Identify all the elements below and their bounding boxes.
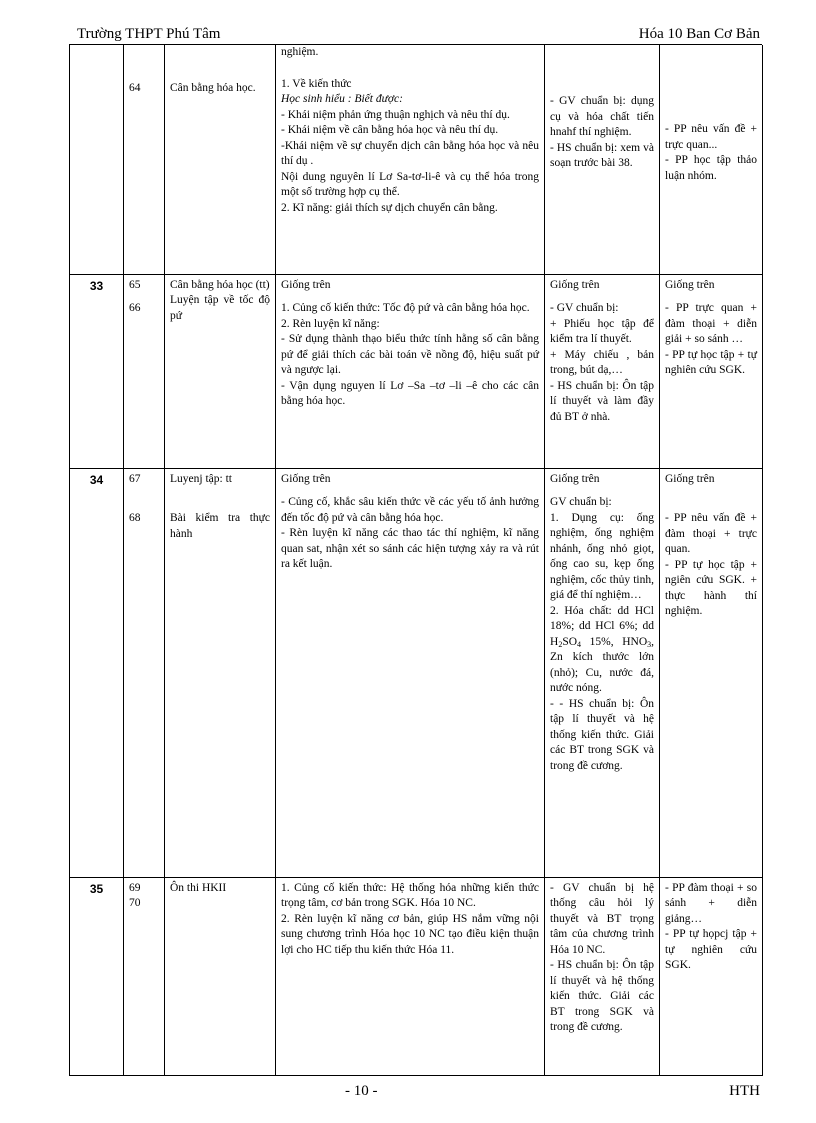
preparation-cell [545, 877, 660, 1076]
methods-cell [660, 274, 763, 468]
prep-line: - HS chuẩn bị: Ôn tập lí thuyết và hệ thống kiến thức. Giải các BT trong SGK và trong đề cương. [550, 959, 654, 1034]
header-school: Trường THPT Phú Tâm [77, 26, 221, 42]
header-subject: Hóa 10 Ban Cơ Bản [638, 26, 760, 42]
lesson-title-cell [165, 468, 276, 877]
subscript: 2 [558, 639, 563, 649]
lesson-title-cell [165, 45, 276, 274]
method-line: - PP tự họpcj tập + tự nghiên cứu SGK. [665, 928, 757, 972]
table-row [70, 877, 763, 1076]
prep-line: - GV chuẩn bị: [550, 302, 619, 315]
lesson-number-cell [124, 45, 165, 274]
table-row [70, 45, 763, 274]
lesson-number-cell [124, 877, 165, 1076]
week-cell: 34 [70, 468, 124, 877]
goals-line: -Khái niệm về sự chuyển dịch cân bằng hóa học và nêu thí dụ . [281, 139, 539, 168]
prep-line: - HS chuẩn bị: Ôn tập lí thuyết và làm đầy đủ BT ở nhà. [550, 379, 654, 423]
goals-line: Nội dung nguyên lí Lơ Sa-tơ-li-ê và cụ thể hóa trong một số trường hợp cụ thể. [281, 170, 539, 199]
week-cell: 35 [70, 877, 124, 1076]
goals-line: 2. Rèn luyện kĩ năng cơ bản, giúp HS nắm vững nội sung chương trình Hóa học 10 NC tạo điều kiện thuận lợi cho HC tiếp thu kiến thức Hóa 11. [281, 912, 539, 956]
methods-cell [660, 877, 763, 1076]
same-as-above: Giống trên [665, 472, 715, 485]
lesson-number: 69 [129, 881, 141, 894]
goals-cell [276, 45, 545, 274]
goals-cell [276, 274, 545, 468]
goals-continuation: nghiệm. [281, 46, 319, 58]
preparation-cell [545, 45, 660, 274]
goals-line: - Rèn luyện kĩ năng các thao tác thí nghiệm, kĩ năng quan sat, nhận xét so sánh các hiện tượng xảy ra và rút ra kết luận. [281, 527, 539, 571]
lesson-plan-table [69, 45, 763, 1076]
method-line: - PP trực quan + đàm thoại + diễn giải + so sánh … [665, 302, 757, 346]
same-as-above: Giống trên [281, 278, 331, 291]
method-line: - PP nêu vấn đề + trực quan... [665, 123, 757, 151]
goals-line: 1. Củng cố kiến thức: Hệ thống hóa những kiến thức trọng tâm, cơ bản trong SGK. Hóa 10 NC. [281, 881, 539, 910]
table-row [70, 274, 763, 468]
lesson-title: Ôn thi HKII [170, 881, 227, 894]
lesson-title: Cân bằng hóa học. [170, 82, 256, 94]
lesson-number: 68 [129, 512, 141, 525]
goals-line: 1. Về kiến thức [281, 77, 352, 90]
goals-line: Học sinh hiểu : Biết được: [281, 93, 403, 106]
subscript: 3 [647, 639, 652, 649]
same-as-above: Giống trên [665, 278, 715, 291]
prep-line: + Máy chiếu , bản trong, bút dạ,… [550, 348, 654, 377]
goals-line: - Khái niệm phản ứng thuận nghịch và nêu thí dụ. [281, 108, 510, 121]
same-as-above: Giống trên [550, 472, 600, 485]
lesson-number: 64 [129, 82, 141, 94]
method-line: - PP tự học tập + tự nghiên cứu SGK. [665, 348, 757, 377]
prep-chemicals [550, 604, 654, 697]
prep-line: + Phiếu học tập để kiểm tra lí thuyết. [550, 317, 654, 346]
goals-line: 1. Củng cố kiến thức: Tốc độ pứ và cân bằng hóa học. [281, 302, 530, 315]
goals-line: 2. Rèn luyện kĩ năng: [281, 317, 380, 330]
goals-cell [276, 468, 545, 877]
lesson-title-cell [165, 274, 276, 468]
lesson-number-cell [124, 468, 165, 877]
table-row [70, 468, 763, 877]
goals-line: - Vận dụng nguyen lí Lơ –Sa –tơ –li –ê cho các cân bằng hóa học. [281, 379, 539, 408]
prep-chem-text: SO [562, 635, 578, 648]
preparation-cell [545, 274, 660, 468]
lesson-number-cell [124, 274, 165, 468]
page-number: - 10 - [345, 1083, 378, 1099]
lesson-number: 70 [129, 897, 141, 910]
prep-chem-text: 15%, HNO [581, 635, 648, 648]
lesson-title-cell [165, 877, 276, 1076]
subscript: 4 [577, 639, 582, 649]
prep-heading: GV chuẩn bị: [550, 496, 612, 509]
lesson-title: Luyện tập về tốc độ pứ [170, 294, 270, 322]
lesson-number: 65 [129, 278, 141, 291]
lesson-title: Luyenj tập: tt [170, 472, 232, 485]
method-line: - PP nêu vấn đề + đàm thoại + trực quan. [665, 512, 757, 556]
preparation-cell [545, 468, 660, 877]
prep-line: - GV chuẩn bị hệ thống câu hỏi lý thuyết và BT trọng tâm của chương trình Hóa 10 NC. [550, 881, 654, 956]
prep-student: - - HS chuẩn bị: Ôn tập lí thuyết và hệ thống kiến thức. Giải các BT trong SGK và trong đề cương. [550, 697, 654, 772]
method-line: - PP đàm thoại + so sánh + diễn giảng… [665, 881, 757, 925]
goals-line: - Củng cố, khắc sâu kiến thức về các yếu tố ảnh hưởng đến tốc độ pứ và cân bằng hóa học. [281, 496, 539, 524]
lesson-title: Cân bằng hóa học (tt) [170, 278, 270, 291]
prep-chem-text: 2. Hóa chất: dd HCl 18%; dd HCl 6%; dd H [550, 604, 654, 648]
same-as-above: Giống trên [281, 472, 331, 485]
goals-line: - Khái niệm về cân bằng hóa học và nêu thí dụ. [281, 124, 499, 137]
goals-cell [276, 877, 545, 1076]
same-as-above: Giống trên [550, 278, 600, 291]
methods-cell [660, 468, 763, 877]
week-cell [70, 45, 124, 274]
prep-chem-text: , Zn kích thước lớn (nhỏ); Cu, nước đá, nước nóng. [550, 635, 654, 695]
footer-initials: HTH [729, 1083, 760, 1099]
lesson-title: Bài kiểm tra thực hành [170, 512, 270, 540]
prep-equipment: 1. Dụng cụ: ống nghiệm, ống nghiệm nhánh, ống nhỏ giọt, ống cao su, kẹp ống nghiệm, cốc thủy tinh, giá để thí nghiệm… [550, 511, 654, 602]
methods-cell [660, 45, 763, 274]
goals-line: - Sử dụng thành thạo biểu thức tính hằng số cân bằng pứ để giải thích các bài toán về nồng độ, hiệu suất pứ và ngược lại. [281, 333, 539, 377]
lesson-number: 67 [129, 472, 141, 485]
lesson-number: 66 [129, 302, 141, 315]
goals-line: 2. Kĩ năng: giải thích sự dịch chuyển cân bằng. [281, 201, 498, 214]
prep-line: - HS chuẩn bị: xem và soạn trước bài 38. [550, 141, 654, 170]
method-line: - PP tự học tập + ngiên cứu SGK. + thực hành thí nghiệm. [665, 558, 757, 618]
week-cell: 33 [70, 274, 124, 468]
method-line: - PP học tập thảo luận nhóm. [665, 154, 757, 182]
prep-line: - GV chuẩn bị: dụng cụ và hóa chất tiến hnahf thí nghiệm. [550, 95, 654, 139]
